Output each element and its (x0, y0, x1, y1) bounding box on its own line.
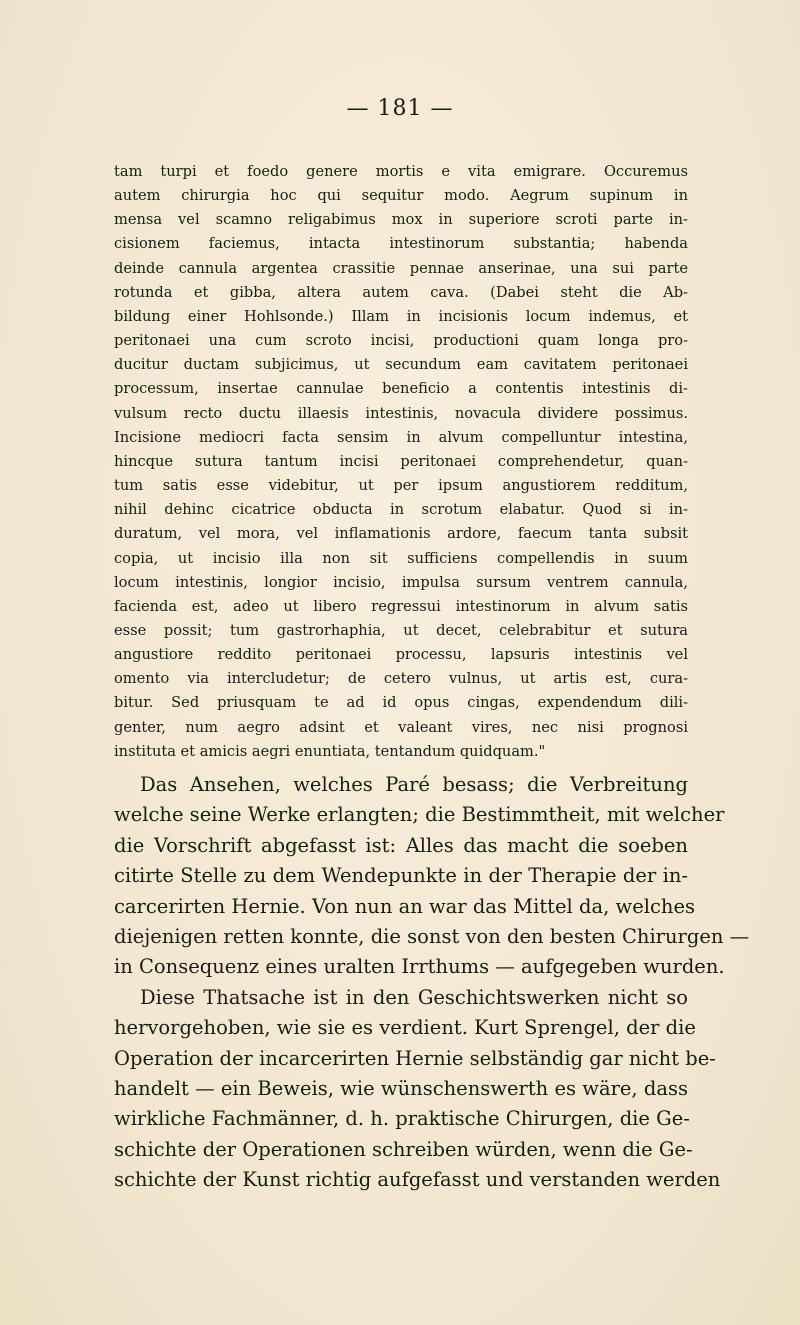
text-line: mensa vel scamno religabimus mox in superiore scroti parte in- (114, 211, 688, 229)
text-line: nihil dehinc cicatrice obducta in scrotum elabatur. Quod si in- (114, 501, 688, 519)
text-line: facienda est, adeo ut libero regressui intestinorum in alvum satis (114, 597, 688, 615)
german-commentary-paragraph (114, 770, 750, 1196)
text-line: in Consequenz eines uralten Irrthums — aufgegeben wurden. (114, 955, 725, 979)
text-line: cisionem faciemus, intacta intestinorum substantia; habenda (114, 235, 688, 253)
text-line: vulsum recto ductu illaesis intestinis, novacula dividere possimus. (114, 404, 688, 422)
text-line: hincque sutura tantum incisi peritonaei comprehendetur, quan- (114, 452, 688, 470)
text-line: locum intestinis, longior incisio, impulsa sursum ventrem cannula, (114, 573, 688, 591)
text-line: schichte der Operationen schreiben würden, wenn die Ge- (114, 1137, 693, 1161)
text-line: duratum, vel mora, vel inflamationis ardore, faecum tanta subsit (114, 525, 688, 543)
text-line: citirte Stelle zu dem Wendepunkte in der Therapie der in- (114, 864, 688, 888)
text-line: deinde cannula argentea crassitie pennae anserinae, una sui parte (114, 259, 688, 277)
text-line: wirkliche Fachmänner, d. h. praktische Chirurgen, die Ge- (114, 1107, 690, 1131)
text-line: bildung einer Hohlsonde.) Illam in incisionis locum indemus, et (114, 307, 688, 325)
text-line: rotunda et gibba, altera autem cava. (Dabei steht die Ab- (114, 283, 688, 301)
text-line: peritonaei una cum scroto incisi, productioni quam longa pro- (114, 332, 688, 350)
text-line: handelt — ein Beweis, wie wünschenswerth es wäre, dass (114, 1077, 688, 1101)
text-line: Das Ansehen, welches Paré besass; die Verbreitung (140, 773, 688, 796)
text-line: instituta et amicis aegri enuntiata, tentandum quidquam." (114, 742, 546, 760)
text-line: bitur. Sed priusquam te ad id opus cingas, expendendum dili- (114, 694, 688, 712)
text-line: ducitur ductam subjicimus, ut secundum eam cavitatem peritonaei (114, 356, 688, 374)
text-line: die Vorschrift abgefasst ist: Alles das macht die soeben (114, 833, 688, 857)
text-line: Incisione mediocri facta sensim in alvum compelluntur intestina, (114, 428, 688, 446)
text-line: hervorgehoben, wie sie es verdient. Kurt Sprengel, der die (114, 1016, 696, 1040)
text-line: Diese Thatsache ist in den Geschichtswerken nicht so (140, 985, 688, 1009)
text-line: diejenigen retten konnte, die sonst von den besten Chirurgen — (114, 925, 750, 949)
text-line: schichte der Kunst richtig aufgefasst und verstanden werden (114, 1168, 721, 1192)
text-line: welche seine Werke erlangten; die Bestimmtheit, mit welcher (114, 803, 725, 827)
text-line: omento via intercludetur; de cetero vulnus, ut artis est, cura- (114, 670, 688, 688)
text-line: esse possit; tum gastrorhaphia, ut decet, celebrabitur et sutura (114, 621, 688, 639)
text-line: angustiore reddito peritonaei processu, lapsuris intestinis vel (114, 646, 688, 664)
text-line: carcerirten Hernie. Von nun an war das Mittel da, welches (114, 894, 695, 918)
text-line: tum satis esse videbitur, ut per ipsum angustiorem redditum, (114, 477, 688, 495)
text-line: copia, ut incisio illa non sit sufficiens compellendis in suum (114, 549, 688, 567)
page-number-header: — 181 — (346, 96, 454, 121)
text-line: Operation der incarcerirten Hernie selbständig gar nicht be- (114, 1046, 716, 1070)
text-line: processum, insertae cannulae beneficio a contentis intestinis di- (114, 380, 688, 398)
text-line: tam turpi et foedo genere mortis e vita emigrare. Occuremus (114, 163, 688, 180)
text-line: genter, num aegro adsint et valeant vires, nec nisi prognosi (114, 718, 688, 736)
text-line: autem chirurgia hoc qui sequitur modo. Aegrum supinum in (114, 187, 688, 205)
latin-quotation-paragraph (114, 160, 688, 764)
